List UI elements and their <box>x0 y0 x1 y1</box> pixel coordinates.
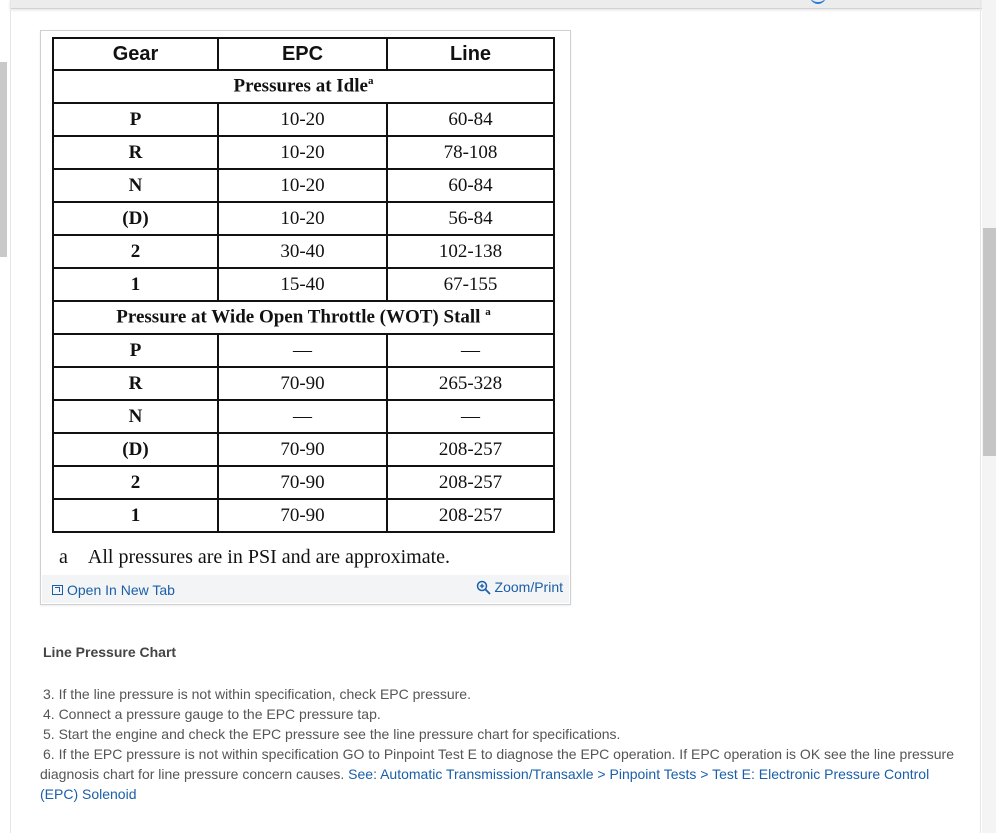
line-cell: 78-108 <box>387 136 554 169</box>
header-line: Line <box>387 38 554 70</box>
table-row <box>53 103 554 136</box>
epc-cell: 15-40 <box>218 268 387 301</box>
epc-cell: 10-20 <box>218 202 387 235</box>
footnote-text: All pressures are in PSI and are approximate. <box>87 546 450 568</box>
epc-cell: 70-90 <box>218 499 387 532</box>
line-cell: 265-328 <box>387 367 554 400</box>
line-cell: — <box>387 400 554 433</box>
zoom-print-link[interactable] <box>476 579 563 595</box>
section-idle <box>53 70 554 103</box>
gear-cell: R <box>53 367 218 400</box>
pressure-table <box>52 37 555 533</box>
footnote-letter: a <box>59 546 68 568</box>
gear-cell: (D) <box>53 202 218 235</box>
footnote <box>59 546 450 569</box>
table-row <box>53 466 554 499</box>
wot-rows <box>53 334 554 532</box>
section-idle-row <box>53 70 554 103</box>
epc-cell: 10-20 <box>218 103 387 136</box>
procedure-steps <box>40 684 965 804</box>
gear-cell: 2 <box>53 235 218 268</box>
pinpoint-test-link[interactable]: See: Automatic Transmission/Transaxle > Pinpoint Tests > Test E: Electronic Pressure Control (EPC) Solenoid <box>40 766 930 802</box>
line-cell: 67-155 <box>387 268 554 301</box>
step-item <box>40 744 965 804</box>
gear-cell: (D) <box>53 433 218 466</box>
table-row <box>53 499 554 532</box>
step-item <box>40 704 965 724</box>
figure-actions <box>42 575 569 603</box>
right-scrollbar-thumb[interactable] <box>983 228 996 456</box>
table-row <box>53 169 554 202</box>
zoom-icon <box>476 580 491 595</box>
epc-cell: 70-90 <box>218 433 387 466</box>
zoom-print-label: Zoom/Print <box>494 579 563 595</box>
line-cell: 208-257 <box>387 499 554 532</box>
step-item <box>40 724 965 744</box>
gear-cell: P <box>53 103 218 136</box>
pressure-chart-image <box>51 37 554 577</box>
figure-caption: Line Pressure Chart <box>43 644 177 660</box>
line-cell: 56-84 <box>387 202 554 235</box>
gear-cell: 2 <box>53 466 218 499</box>
line-cell: — <box>387 334 554 367</box>
line-cell: 60-84 <box>387 169 554 202</box>
top-toolbar <box>10 0 982 9</box>
gear-cell: N <box>53 400 218 433</box>
section-wot-label: Pressure at Wide Open Throttle (WOT) Stall <box>116 306 481 328</box>
gear-cell: R <box>53 136 218 169</box>
line-cell: 208-257 <box>387 433 554 466</box>
epc-cell: 70-90 <box>218 367 387 400</box>
epc-cell: — <box>218 334 387 367</box>
table-row <box>53 235 554 268</box>
open-new-tab-label: Open In New Tab <box>67 582 175 598</box>
left-scrollbar-thumb[interactable] <box>0 62 7 257</box>
line-cell: 208-257 <box>387 466 554 499</box>
section-idle-label: Pressures at Idle <box>233 75 368 97</box>
epc-cell: 10-20 <box>218 169 387 202</box>
table-row <box>53 334 554 367</box>
open-new-tab-link[interactable] <box>52 582 175 598</box>
epc-cell: 10-20 <box>218 136 387 169</box>
header-epc: EPC <box>218 38 387 70</box>
toolbar-indicator <box>810 0 826 4</box>
gear-cell: 1 <box>53 499 218 532</box>
gear-cell: P <box>53 334 218 367</box>
section-wot-row <box>53 301 554 334</box>
header-gear: Gear <box>53 38 218 70</box>
idle-rows <box>53 103 554 301</box>
gear-cell: 1 <box>53 268 218 301</box>
table-row <box>53 136 554 169</box>
table-row <box>53 202 554 235</box>
section-wot <box>53 301 554 334</box>
table-header-row <box>53 38 554 70</box>
section-idle-note: a <box>367 75 374 88</box>
step-item <box>40 684 965 704</box>
epc-cell: 70-90 <box>218 466 387 499</box>
table-row <box>53 433 554 466</box>
line-cell: 102-138 <box>387 235 554 268</box>
step-text: 6. If the EPC pressure is not within specification GO to Pinpoint Test E to diagnose the EPC operation. If EPC operation is OK see the line pressure diagnosis chart for line pressure concern causes. <box>40 746 955 782</box>
right-divider <box>980 0 981 833</box>
step-text: 4. Connect a pressure gauge to the EPC pressure tap. <box>43 706 381 722</box>
gear-cell: N <box>53 169 218 202</box>
left-divider <box>10 0 11 833</box>
epc-cell: 30-40 <box>218 235 387 268</box>
table-row <box>53 400 554 433</box>
figure-card <box>40 30 571 605</box>
section-wot-note: a <box>485 306 491 319</box>
step-text: 3. If the line pressure is not within specification, check EPC pressure. <box>43 686 471 702</box>
open-new-tab-icon <box>52 585 63 595</box>
epc-cell: — <box>218 400 387 433</box>
line-cell: 60-84 <box>387 103 554 136</box>
step-text: 5. Start the engine and check the EPC pressure see the line pressure chart for specifications. <box>43 726 621 742</box>
table-row <box>53 367 554 400</box>
table-row <box>53 268 554 301</box>
